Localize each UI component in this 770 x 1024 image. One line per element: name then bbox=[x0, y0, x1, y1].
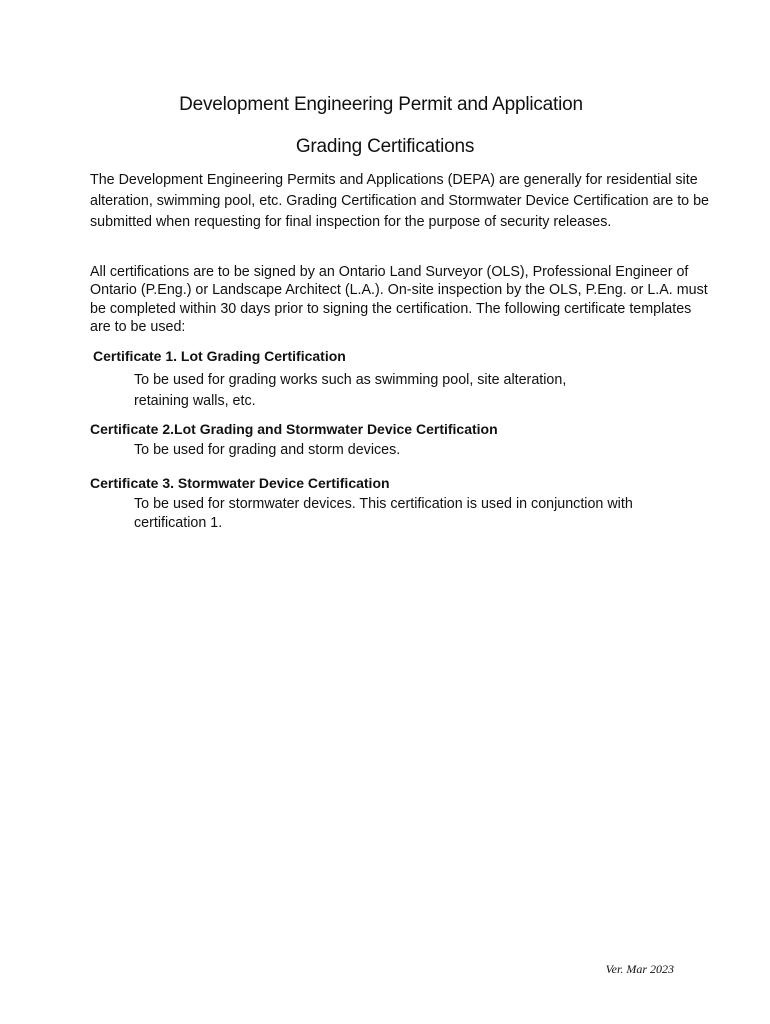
intro-paragraph: The Development Engineering Permits and Applications (DEPA) are generally for residential site alteration, swimming pool, etc. Grading Certification and Stormwater Device Certification are to be submitted when requesting for final inspection for the purpose of security releases. bbox=[90, 172, 710, 230]
certificate-3-heading: Certificate 3. Stormwater Device Certification bbox=[90, 475, 390, 491]
certificate-1-description: To be used for grading works such as swimming pool, site alteration, retaining walls, etc. bbox=[134, 372, 567, 409]
certificate-2-heading: Certificate 2.Lot Grading and Stormwater Device Certification bbox=[90, 421, 498, 437]
requirements-paragraph: All certifications are to be signed by an Ontario Land Surveyor (OLS), Professional Engineer of Ontario (P.Eng.) or Landscape Architect (L.A.). On-site inspection by the OLS, P.Eng. or L.A. must be completed within 30 days prior to signing the certification. The following certificate templates are to be used: bbox=[90, 264, 708, 335]
page-title: Development Engineering Permit and Application bbox=[179, 94, 583, 115]
certificate-2-description: To be used for grading and storm devices. bbox=[134, 442, 401, 458]
page-subtitle: Grading Certifications bbox=[295, 136, 475, 157]
certificate-3-description: To be used for stormwater devices. This certification is used in conjunction with certification 1. bbox=[134, 496, 633, 531]
version-footer: Ver. Mar 2023 bbox=[605, 962, 674, 976]
certificate-1-heading: Certificate 1. Lot Grading Certification bbox=[93, 348, 346, 364]
